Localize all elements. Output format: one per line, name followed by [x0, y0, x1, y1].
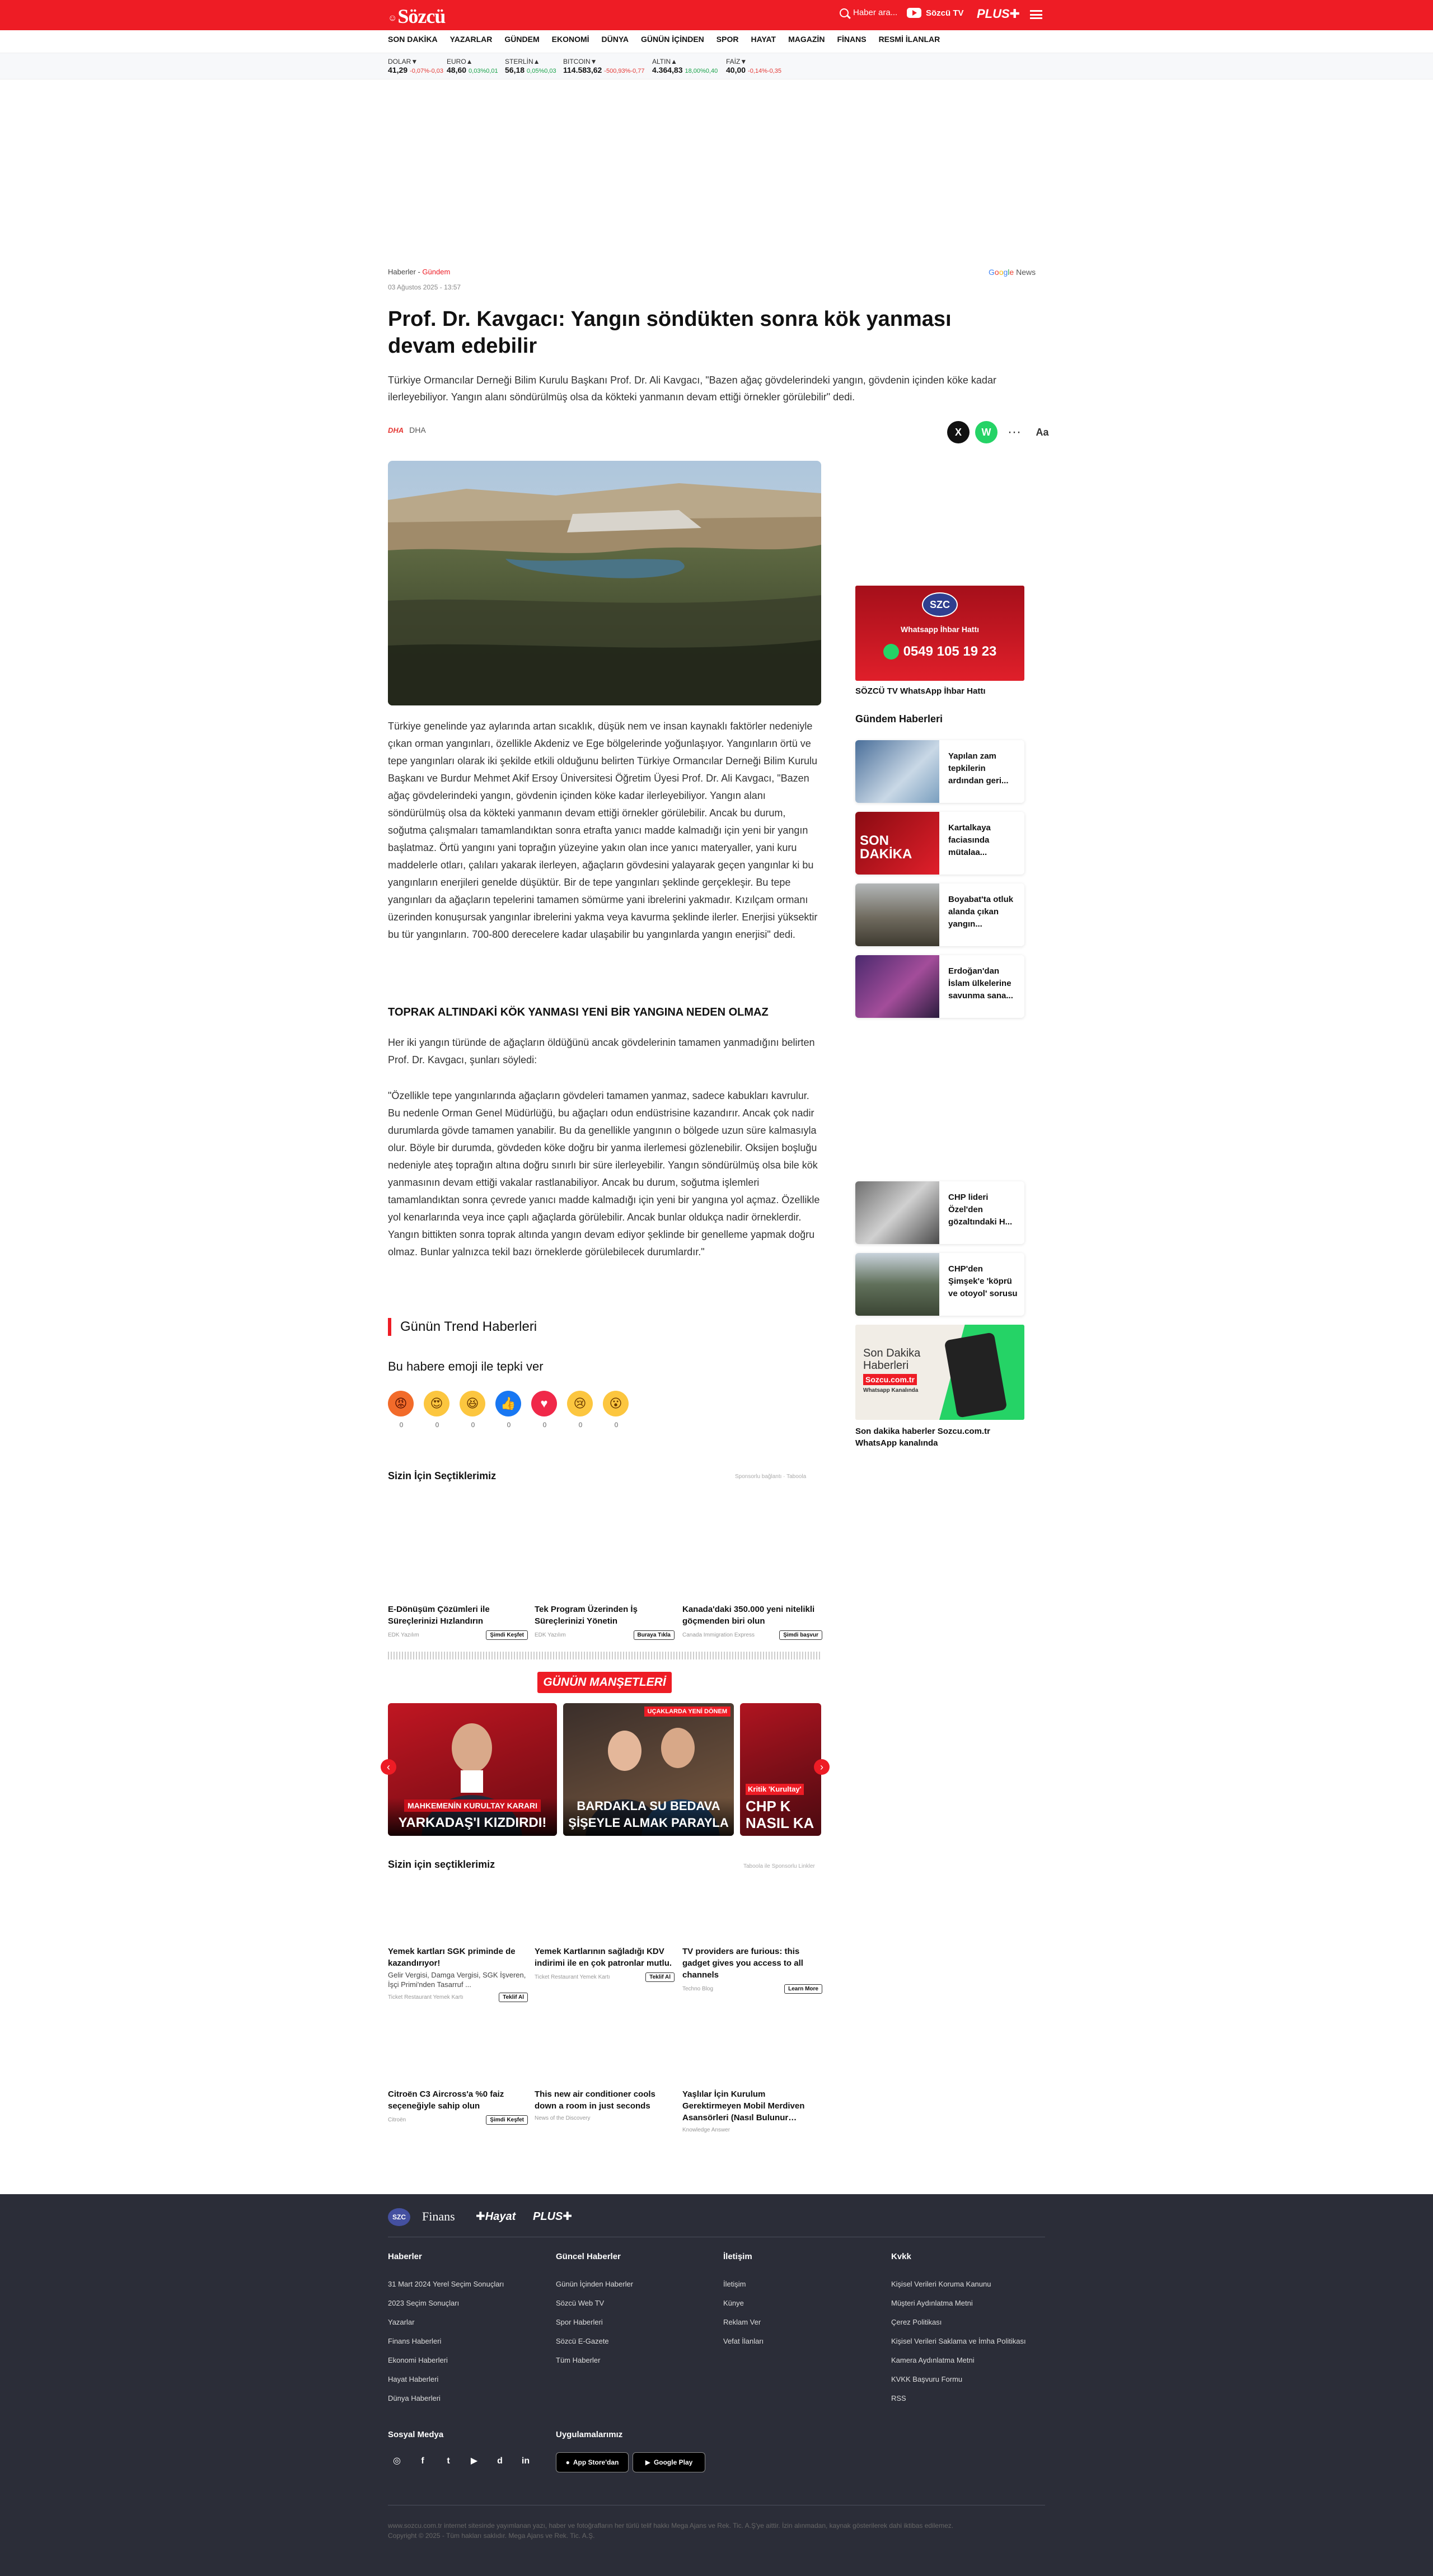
article-quote: "Özellikle tepe yangınlarında ağaçların gövdeleri tamamen yanmaz, sadece kabukları kavrulur. Bu nedenle Orman Genel Müdürlüğü, bu ağaçları odun endüstrisine kazandırır. Ancak çok nadir durumlarda gövde tamamen yanabilir. Bu da genellikle yangının o bölgede uzun süre kalmasıyla olur. Böyle bir durumda, gövdeden köke doğru bir yanma ilerlemesi gözlenebilir. Oksijen boşluğu nedeniyle ateş toprağın altına doğru sınırlı bir süre ilerleyebilir. Yangın söndürülmüş olsa bile kök yanmasının devam ettiği vakalar rastlanabiliyor. Ancak bu durum, soğutma işlemleri tamamlandıktan sonra çevrede yanıcı madde kalmadığı için yeni bir yangına yol açmaz. Özellikle yol kenarlarında veya ince çaplı ağaçlarda görülebilir. Ancak bunlar oldukça nadir örneklerdir. Yangın bittikten sonra toprak altında yangın devam ediyor şeklinde bir genelleme yapmak doğru olmaz. Bunlar yalnızca tekil bazı örneklerde görülebilecek durumlardır.": [388, 1090, 820, 1257]
plus-link[interactable]: PLUS✚: [977, 7, 1020, 21]
divider: [388, 1652, 821, 1659]
market-item[interactable]: FAİZ▼ 40,00 -0,14%-0,35: [726, 58, 781, 74]
whatsapp-icon: [883, 644, 899, 660]
google-play-button[interactable]: ▶ Google Play: [633, 2452, 705, 2472]
rec-card[interactable]: Yemek Kartlarının sağladığı KDV indirimi ile en çok patronlar mutlu. Ticket Restaurant Yemek Kartı Teklif Al: [535, 1946, 675, 1982]
x-share-icon[interactable]: X: [947, 421, 970, 443]
sozcu-tv-link[interactable]: Sözcü TV: [907, 8, 964, 18]
slider-prev-arrow[interactable]: ‹: [381, 1759, 396, 1775]
footer-col-title: İletişim: [723, 2252, 752, 2261]
footer-link[interactable]: Müşteri Aydınlatma Metni: [891, 2299, 973, 2307]
emoji-angry[interactable]: 😡 0: [388, 1391, 415, 1429]
manset-slide[interactable]: Kritik 'Kurultay' CHP K NASIL KA: [740, 1703, 821, 1836]
publish-date: 03 Ağustos 2025 - 13:57: [388, 283, 461, 291]
site-header: [0, 0, 1433, 30]
article-spot: Türkiye Ormancılar Derneği Bilim Kurulu Başkanı Prof. Dr. Ali Kavgacı, "Bazen ağaç gövdelerindeki yangın, gövdenin içinden köke kadar ilerleyebiliyor. Yangın alanı söndürülmüş olsa da kökteki yanmanın devam ettiği örnekler görülebilir" dedi.: [388, 375, 996, 403]
footer-link[interactable]: Reklam Ver: [723, 2318, 761, 2326]
nav-item[interactable]: FİNANS: [837, 35, 867, 44]
social-title: Sosyal Medya: [388, 2430, 444, 2439]
gundem-card[interactable]: Erdoğan'dan İslam ülkelerine savunma sana...: [855, 955, 1024, 1018]
market-item[interactable]: STERLİN▲ 56,18 0,05%0,03: [505, 58, 556, 74]
footer-link[interactable]: Sözcü Web TV: [556, 2299, 605, 2307]
footer-link[interactable]: Spor Haberleri: [556, 2318, 603, 2326]
footer-brand-hayat[interactable]: ✚Hayat: [476, 2210, 516, 2223]
rec-card[interactable]: Citroën C3 Aircross'a %0 faiz seçeneğiyle sahip olun Citroën Şimdi Keşfet: [388, 2088, 528, 2125]
nav-item[interactable]: YAZARLAR: [449, 35, 493, 44]
dha-logo: DHA: [388, 426, 404, 434]
footer-link[interactable]: 2023 Seçim Sonuçları: [388, 2299, 460, 2307]
rec-card[interactable]: E-Dönüşüm Çözümleri ile Süreçlerinizi Hızlandırın EDK Yazılım Şimdi Keşfet: [388, 1603, 528, 1640]
gundem-card[interactable]: CHP'den Şimşek'e 'köprü ve otoyol' sorusu: [855, 1253, 1024, 1316]
emoji-wow[interactable]: 😮 0: [603, 1391, 630, 1429]
emoji-laugh[interactable]: 😆 0: [460, 1391, 486, 1429]
emoji-question: Bu habere emoji ile tepki ver: [388, 1359, 544, 1373]
recommendations-title: Sizin için seçtiklerimiz: [388, 1859, 495, 1870]
footer-col-title: Kvkk: [891, 2252, 911, 2261]
instagram-icon[interactable]: ◎: [393, 2456, 401, 2466]
twitter-icon[interactable]: t: [447, 2456, 450, 2466]
footer-link[interactable]: Günün İçinden Haberler: [556, 2280, 634, 2288]
site-footer: [0, 2194, 1433, 2576]
footer-brand-szc[interactable]: SZC: [388, 2208, 410, 2226]
font-size-button[interactable]: Aa: [1036, 426, 1049, 438]
footer-link[interactable]: Finans Haberleri: [388, 2337, 442, 2345]
footer-link[interactable]: KVKK Başvuru Formu: [891, 2375, 963, 2383]
linkedin-icon[interactable]: in: [521, 2456, 530, 2466]
youtube-icon: [907, 8, 921, 18]
google-news-link[interactable]: Google News: [989, 268, 1036, 277]
footer-link[interactable]: Kamera Aydınlatma Metni: [891, 2356, 975, 2364]
apps-title: Uygulamalarımız: [556, 2430, 623, 2439]
manset-title: GÜNÜN MANŞETLERİ: [537, 1672, 672, 1693]
emoji-like[interactable]: 👍 0: [495, 1391, 522, 1429]
article-source: DHA DHA: [388, 426, 426, 434]
search-icon: [840, 8, 849, 17]
market-item[interactable]: DOLAR▼ 41,29 -0,07%-0,03: [388, 58, 443, 74]
gundem-card[interactable]: SON DAKİKA Kartalkaya faciasında mütalaa...: [855, 812, 1024, 875]
footer-link[interactable]: Yazarlar: [388, 2318, 415, 2326]
emoji-love[interactable]: 😍 0: [424, 1391, 451, 1429]
sozcu-logo[interactable]: ☺Sözcü: [388, 5, 446, 27]
nav-item[interactable]: SON DAKİKA: [388, 35, 438, 44]
footer-col-title: Haberler: [388, 2252, 422, 2261]
footer-link[interactable]: Hayat Haberleri: [388, 2375, 439, 2383]
emoji-heart[interactable]: ♥ 0: [531, 1391, 558, 1429]
breadcrumb: Haberler - Gündem: [388, 268, 451, 276]
sponsor-label[interactable]: Sponsorlu bağlantı · Taboola: [735, 1474, 807, 1480]
rec-card[interactable]: Kanada'daki 350.000 yeni nitelikli göçmenden biri olun Canada Immigration Express Şimdi başvur: [682, 1603, 822, 1640]
gundem-card[interactable]: CHP lideri Özel'den gözaltındaki H...: [855, 1181, 1024, 1244]
footer-link[interactable]: Sözcü E-Gazete: [556, 2337, 609, 2345]
footer-link[interactable]: Dünya Haberleri: [388, 2394, 441, 2402]
trend-news-heading: Günün Trend Haberleri: [388, 1318, 537, 1336]
rec-card[interactable]: Yaşlılar İçin Kurulum Gerektirmeyen Mobil Merdiven Asansörleri (Nasıl Bulunur… Knowledge Answer: [682, 2089, 805, 2133]
article-paragraph: Her iki yangın türünde de ağaçların öldüğünü ancak gövdelerinin tamamen yanmadığını belirten Prof. Dr. Kavgacı, şunları söyledi:: [388, 1037, 815, 1065]
hamburger-menu-icon[interactable]: [1030, 10, 1042, 19]
nav-item[interactable]: HAYAT: [751, 35, 776, 44]
emoji-sad[interactable]: 😢 0: [567, 1391, 594, 1429]
rec-card[interactable]: Yemek kartları SGK priminde de kazandırıyor! Gelir Vergisi, Damga Vergisi, SGK İşveren, İşçi Primi'nden Tasarruf ... Ticket Restaurant Yemek Kartı Teklif Al: [388, 1946, 528, 2002]
dailymotion-icon[interactable]: d: [497, 2456, 503, 2466]
slider-next-arrow[interactable]: ›: [814, 1759, 830, 1775]
market-item[interactable]: ALTIN▲ 4.364,83 18,00%0,40: [652, 58, 718, 74]
play-icon: ▶: [645, 2458, 650, 2466]
app-store-button[interactable]: ● App Store'dan: [556, 2452, 629, 2472]
share-bar: [947, 421, 1053, 443]
apple-icon: ●: [565, 2458, 570, 2466]
nav-item[interactable]: MAGAZİN: [788, 35, 825, 44]
whatsapp-channel-banner[interactable]: Son Dakika Haberleri Sozcu.com.tr Whatsapp Kanalında: [855, 1325, 1024, 1420]
footer-link[interactable]: İletişim: [723, 2280, 746, 2288]
whatsapp-caption[interactable]: SÖZCÜ TV WhatsApp İhbar Hattı: [855, 686, 986, 696]
article-subtitle: TOPRAK ALTINDAKİ KÖK YANMASI YENİ BİR YANGINA NEDEN OLMAZ: [388, 1006, 769, 1018]
footer-link[interactable]: Vefat İlanları: [723, 2337, 764, 2345]
copyright: www.sozcu.com.tr internet sitesinde yayımlanan yazı, haber ve fotoğrafların her türlü telif hakkı Mega Ajans ve Rek. Tic. A.Ş'ye aittir. İzin alınmadan, kaynak gösterilerek dahi iktibas edilemez. Copyright © 2025 - Tüm hakları saklıdır. Mega Ajans ve Rek. Tic. A.Ş.: [388, 2522, 954, 2540]
nav-item[interactable]: GÜNDEM: [504, 35, 540, 44]
footer-col-title: Güncel Haberler: [556, 2252, 621, 2261]
footer-link[interactable]: Ekonomi Haberleri: [388, 2356, 448, 2364]
article-title: Prof. Dr. Kavgacı: Yangın söndükten sonra kök yanması devam edebilir: [388, 307, 952, 358]
whatsapp-share-icon[interactable]: W: [975, 421, 998, 443]
sponsor-label[interactable]: Taboola ile Sponsorlu Linkler: [743, 1863, 815, 1869]
footer-link[interactable]: Tüm Haberler: [556, 2356, 601, 2364]
article-paragraph: Türkiye genelinde yaz aylarında artan sıcaklık, düşük nem ve insan kaynaklı faktörler nedeniyle çıkan orman yangınları, özellikle Akdeniz ve Ege bölgelerinde yoğunlaşıyor. Yangınların örtü ve tepe yangınları olarak iki şekilde etkili olduğunu belirten Türkiye Ormancılar Derneği Bilim Kurulu Başkanı ve Burdur Mehmet Akif Ersoy Üniversitesi Öğretim Üyesi Prof. Dr. Ali Kavgacı, "Bazen ağaç gövdelerindeki yangın, gövdenin içinden köke kadar ilerleyebiliyor. Yangın alanı söndürülmüş olsa da kökteki yanmanın devam ettiği örnekler görülebilir. Ancak bu durum, soğutma çalışmaları tamamlandıktan sonra etrafta yanıcı madde kalmadığı için yeni bir yangın başlatmaz. Örtü yangını yani toprağın yüzeyine yakın olan ince yanıcı materyaller, yani kuru maddelerle otları, çalıları yakarak ilerleyen, ağaçların gövdesini yalayarak geçen yangınlar ki bu yangınların enerjileri genelde düşüktür. Bir de tepe yangınları şeklinde gerçekleşir. Bu tepe yangınları da ağaçların tepelerini tamamen sömürme yani ibrelerini yakmadır. Kızılçam ormanı üzerinden konuşursak yangınlar ibrelerini yakma veya kavurma şeklinde ilerler. Enerjisi yüksektir bu tür yangınların. 700-800 derecelere kadar ulaşabilir bu yangınlarda yangın enerjisi" dedi.: [388, 721, 818, 940]
nav-item[interactable]: DÜNYA: [601, 35, 629, 44]
article-hero-image: [388, 461, 821, 705]
rec-card[interactable]: Tek Program Üzerinden İş Süreçlerinizi Yönetin EDK Yazılım Buraya Tıkla: [535, 1603, 675, 1640]
footer-link[interactable]: Kişisel Verileri Saklama ve İmha Politikası: [891, 2337, 1026, 2345]
gundem-card[interactable]: Yapılan zam tepkilerin ardından geri...: [855, 740, 1024, 803]
footer-brand-plus[interactable]: PLUS✚: [533, 2210, 573, 2223]
facebook-icon[interactable]: f: [421, 2456, 424, 2466]
recommendations-title: Sizin İçin Seçtiklerimiz: [388, 1470, 497, 1481]
market-item[interactable]: BITCOIN▼ 114.583,62 -500,93%-0,77: [563, 58, 645, 74]
szc-logo: SZC: [922, 592, 958, 617]
nav-item[interactable]: EKONOMİ: [551, 35, 589, 44]
nav-item[interactable]: GÜNÜN İÇİNDEN: [641, 35, 704, 44]
market-ticker: [0, 53, 1433, 80]
market-item[interactable]: EURO▲ 48,60 0,03%0,01: [447, 58, 498, 74]
whatsapp-channel-caption[interactable]: Son dakika haberler Sozcu.com.tr WhatsApp kanalında: [855, 1427, 990, 1448]
youtube-icon[interactable]: ▶: [470, 2456, 478, 2466]
nav-item[interactable]: SPOR: [716, 35, 739, 44]
search-box[interactable]: Haber ara...: [840, 8, 897, 17]
manset-slide[interactable]: MAHKEMENİN KURULTAY KARARI YARKADAŞ'I KIZDIRDI!: [388, 1703, 557, 1836]
footer-link[interactable]: Çerez Politikası: [891, 2318, 942, 2326]
footer-brand-finans[interactable]: Finans: [422, 2209, 455, 2223]
footer-link[interactable]: RSS: [891, 2394, 906, 2402]
rec-card[interactable]: This new air conditioner cools down a room in just seconds News of the Discovery: [535, 2089, 655, 2121]
nav-item[interactable]: RESMİ İLANLAR: [878, 35, 940, 44]
main-nav: [388, 35, 952, 44]
more-share-icon[interactable]: ···: [1008, 424, 1021, 440]
footer-link[interactable]: 31 Mart 2024 Yerel Seçim Sonuçları: [388, 2280, 504, 2288]
gundem-title: Gündem Haberleri: [855, 713, 943, 724]
gundem-card[interactable]: Boyabat'ta otluk alanda çıkan yangın...: [855, 883, 1024, 946]
whatsapp-tip-banner[interactable]: SZC Whatsapp İhbar Hattı 0549 105 19 23: [855, 586, 1024, 681]
manset-slide[interactable]: UÇAKLARDA YENİ DÖNEM BARDAKLA SU BEDAVA ŞİŞEYLE ALMAK PARAYLA: [563, 1703, 734, 1836]
footer-link[interactable]: Kişisel Verileri Koruma Kanunu: [891, 2280, 991, 2288]
footer-link[interactable]: Künye: [723, 2299, 744, 2307]
rec-card[interactable]: TV providers are furious: this gadget gives you access to all channels Techno Blog Learn More: [682, 1946, 822, 1994]
emoji-reactions: [388, 1391, 630, 1429]
